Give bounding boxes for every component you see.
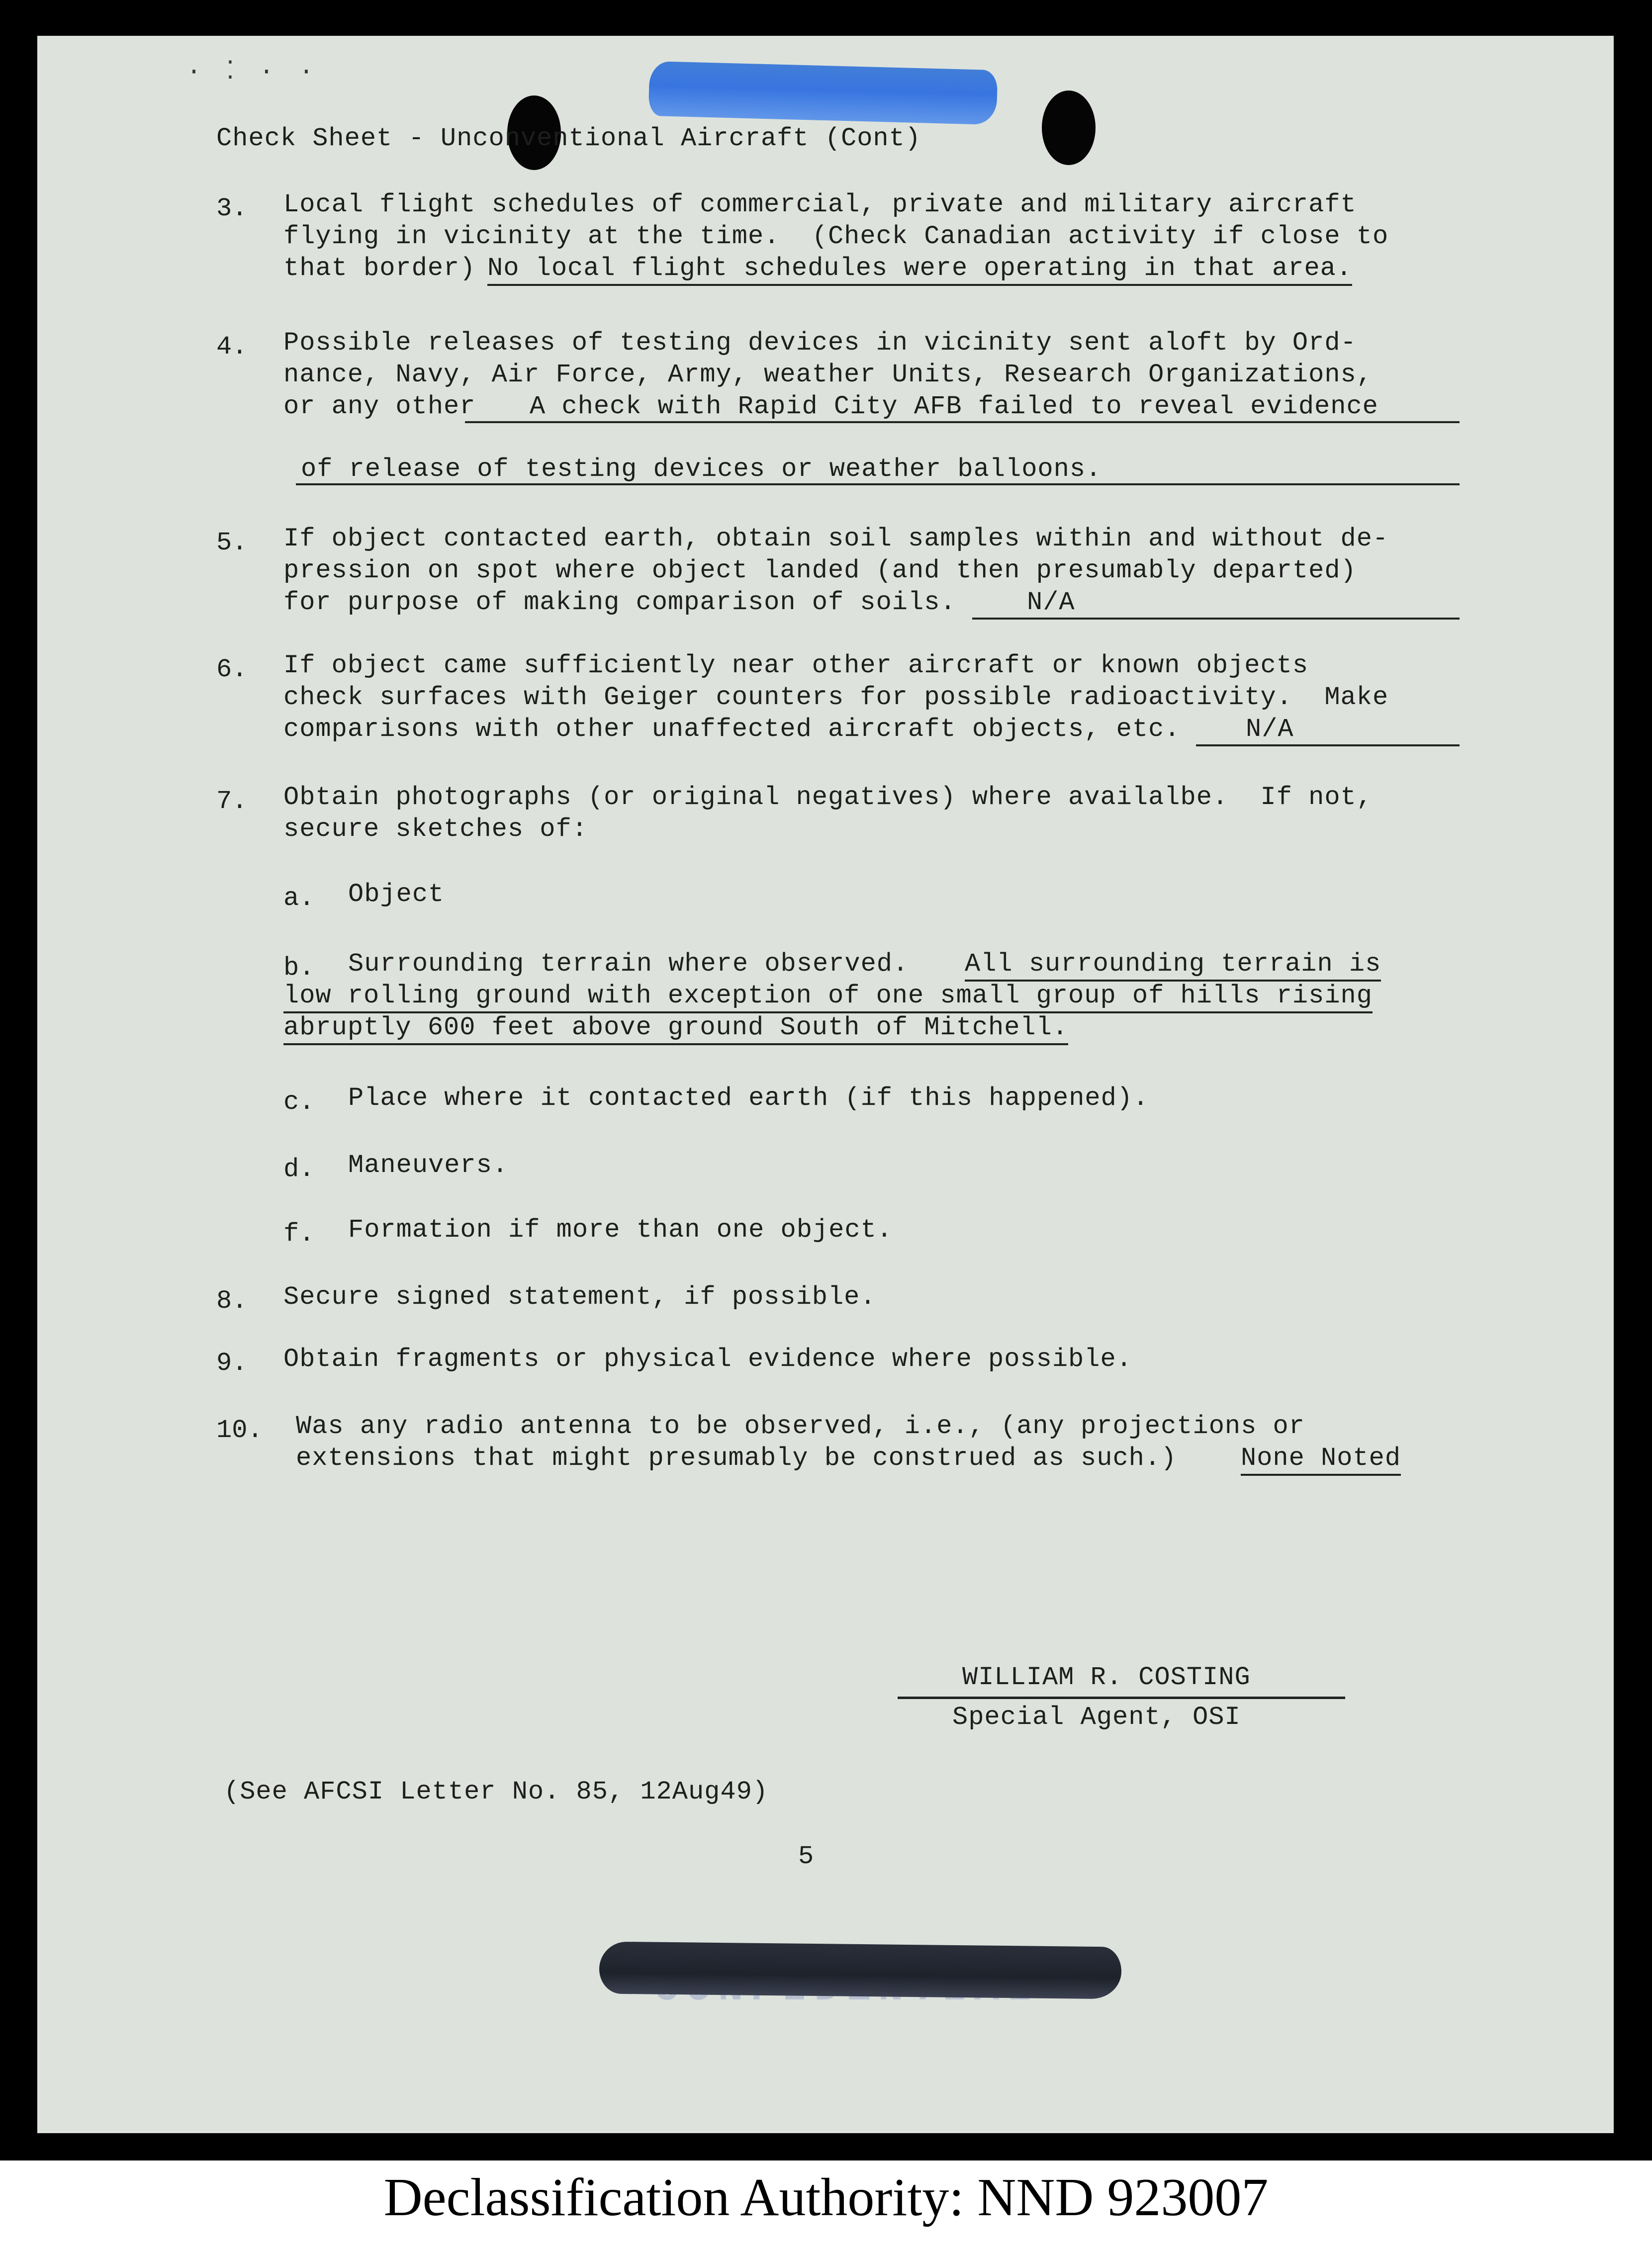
reference-note: (See AFCSI Letter No. 85, 12Aug49) (224, 1777, 768, 1806)
redaction-marker-bottom (599, 1942, 1121, 1999)
item-number: 7. (216, 787, 248, 816)
subitem-text: Maneuvers. (348, 1151, 509, 1180)
item-line: Was any radio antenna to be observed, i.e., (any projections or (296, 1412, 1305, 1441)
subitem-letter: a. (283, 884, 315, 913)
item-line: comparisons with other unaffected aircraft objects, etc. (283, 715, 1181, 744)
item-answer: N/A (1027, 588, 1075, 617)
subitem-letter: c. (283, 1087, 315, 1117)
item-line: or any other (283, 392, 476, 421)
subitem-text: Surrounding terrain where observed. (348, 949, 909, 979)
declassification-caption: Declassification Authority: NND 923007 (0, 2160, 1652, 2250)
item-answer: None Noted (1241, 1442, 1401, 1474)
redaction-marker-top (648, 61, 998, 125)
item-line: secure sketches of: (283, 814, 588, 844)
subitem-answer: All surrounding terrain is (965, 948, 1381, 980)
page-number: 5 (798, 1842, 815, 1871)
item-number: 8. (216, 1286, 248, 1316)
subitem-letter: b. (283, 953, 315, 983)
punch-hole-right (1042, 90, 1096, 165)
signature-name: WILLIAM R. COSTING (962, 1663, 1251, 1692)
item-number: 3. (216, 194, 248, 223)
item-line: Secure signed statement, if possible. (283, 1282, 876, 1312)
subitem-text: Object (348, 880, 445, 909)
item-line: check surfaces with Geiger counters for possible radioactivity. Make (283, 683, 1389, 712)
subitem-letter: f. (283, 1219, 315, 1249)
item-line: for purpose of making comparison of soils. (283, 588, 956, 617)
subitem-answer: abruptly 600 feet above ground South of Mitchell. (283, 1012, 1068, 1044)
document-page (37, 36, 1614, 2133)
subitem-letter: d. (283, 1155, 315, 1184)
subitem-text: Place where it contacted earth (if this happened). (348, 1083, 1149, 1113)
item-line: Possible releases of testing devices in vicinity sent aloft by Ord- (283, 328, 1357, 358)
item-line: nance, Navy, Air Force, Army, weather Units, Research Organizations, (283, 360, 1373, 389)
item-answer: N/A (1246, 715, 1294, 744)
signature-line (898, 1697, 1345, 1699)
item-number: 5. (216, 528, 248, 557)
paper-specks: · ⁚ · · (186, 58, 319, 87)
item-line: that border) (283, 254, 476, 283)
answer-underline (972, 618, 1460, 620)
item-line: If object contacted earth, obtain soil samples within and without de- (283, 524, 1389, 553)
item-line: If object came sufficiently near other aircraft or known objects (283, 651, 1309, 680)
subitem-text: Formation if more than one object. (348, 1215, 893, 1245)
item-number: 10. (216, 1416, 263, 1445)
item-line: Obtain photographs (or original negatives) where availalbe. If not, (283, 783, 1373, 812)
page-header: Check Sheet - Unconventional Aircraft (Cont) (216, 124, 921, 153)
item-number: 6. (216, 655, 248, 684)
answer-underline (1196, 744, 1460, 746)
subitem-answer: low rolling ground with exception of one small group of hills rising (283, 980, 1373, 1012)
item-number: 9. (216, 1349, 248, 1378)
item-line: extensions that might presumably be construed as such.) (296, 1443, 1177, 1473)
answer-underline (296, 483, 1460, 485)
item-answer: No local flight schedules were operating in that area. (487, 253, 1352, 284)
item-line: pression on spot where object landed (and then presumably departed) (283, 556, 1357, 585)
item-answer: A check with Rapid City AFB failed to reveal evidence (530, 392, 1378, 421)
signature-title: Special Agent, OSI (952, 1703, 1241, 1732)
item-line: flying in vicinity at the time. (Check Canadian activity if close to (283, 222, 1389, 251)
item-number: 4. (216, 332, 248, 361)
answer-underline (465, 421, 1460, 423)
item-line: Obtain fragments or physical evidence where possible. (283, 1345, 1132, 1374)
item-answer-continued: of release of testing devices or weather balloons. (301, 454, 1102, 484)
item-line: Local flight schedules of commercial, private and military aircraft (283, 190, 1357, 219)
